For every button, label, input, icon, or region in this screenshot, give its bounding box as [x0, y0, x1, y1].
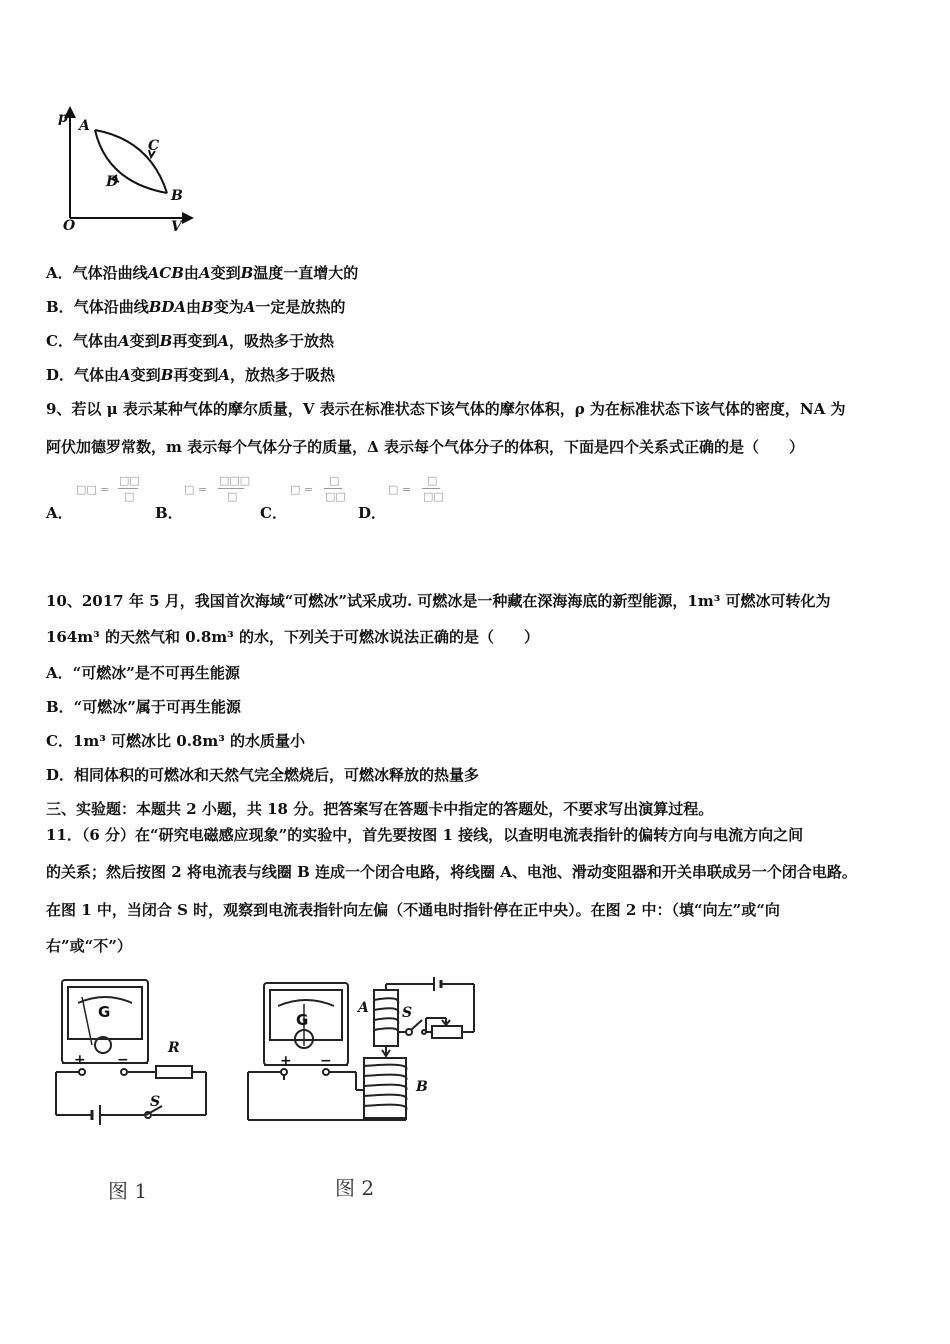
q9-text-line1: 9、若以 μ 表示某种气体的摩尔质量，V 表示在标准状态下该气体的摩尔体积，ρ 为在标准状态下该气体的密度，NA 为 — [46, 400, 846, 418]
q8-option-d[interactable]: D．气体由A变到B再变到A，放热多于吸热 — [46, 366, 336, 384]
q10-text-line2: 164m³ 的天然气和 0.8m³ 的水，下列关于可燃冰说法正确的是（ ） — [46, 628, 539, 646]
q10-text-line1: 10、2017 年 5 月，我国首次海域“可燃冰”试采成功. 可燃冰是一种藏在深海海底的新型能源，1m³ 可燃冰可转化为 — [46, 592, 831, 610]
q10-option-b[interactable]: B．“可燃冰”属于可再生能源 — [46, 698, 241, 716]
fig1-resistor-label: R — [168, 1040, 180, 1056]
fig1-switch-label: S — [150, 1094, 161, 1110]
section-3-heading: 三、实验题：本题共 2 小题，共 18 分。把答案写在答题卡中指定的答题处，不要求写出演算过程。 — [46, 800, 714, 818]
figure-1-caption: 图 1 — [108, 1179, 148, 1203]
figure-2-caption: 图 2 — [335, 1176, 375, 1200]
fig2-coil-b-label: B — [416, 1079, 428, 1095]
q9-option-b-label[interactable]: B． — [155, 504, 183, 522]
point-c-label: C — [148, 138, 160, 154]
point-a-label: A — [79, 118, 90, 134]
q8-option-a[interactable]: A．气体沿曲线ACB由A变到B温度一直增大的 — [46, 264, 359, 282]
axis-v-label: V — [171, 219, 182, 235]
point-d-label: D — [106, 174, 119, 190]
q9-option-c-label[interactable]: C． — [260, 504, 287, 522]
q11-text-line1: 11．（6 分）在“研究电磁感应现象”的实验中，首先要按图 1 接线，以查明电流表指针的偏转方向与电流方向之间 — [46, 826, 804, 844]
q10-option-a[interactable]: A．“可燃冰”是不可再生能源 — [46, 664, 240, 682]
point-b-label: B — [171, 188, 183, 204]
q8-option-b[interactable]: B．气体沿曲线BDA由B变为A一定是放热的 — [46, 298, 346, 316]
figure-1-circuit — [48, 975, 213, 1120]
fig2-switch-label: S — [402, 1005, 413, 1021]
q11-text-line2: 的关系；然后按图 2 将电流表与线圈 B 连成一个闭合电路，将线圈 A、电池、滑动变阻器和开关串联成另一个闭合电路。 — [46, 863, 857, 881]
fig2-coil-a-label: A — [358, 1000, 369, 1016]
axis-p-label: p — [58, 110, 68, 126]
q9-text-line2: 阿伏加德罗常数，m 表示每个气体分子的质量，Δ 表示每个气体分子的体积，下面是四个关系式正确的是（ ） — [46, 438, 804, 456]
q9-option-a-label[interactable]: A． — [46, 504, 73, 522]
fig1-plus-label: + — [74, 1052, 86, 1068]
q11-text-line3: 在图 1 中，当闭合 S 时，观察到电流表指针向左偏（不通电时指针停在正中央）。在图 2 中：（填“向左”或“向 — [46, 901, 780, 919]
q10-option-d[interactable]: D．相同体积的可燃冰和天然气完全燃烧后，可燃冰释放的热量多 — [46, 766, 480, 784]
q11-text-line4: 右”或“不”） — [46, 937, 132, 955]
fig1-minus-label: − — [117, 1052, 129, 1068]
origin-label: O — [63, 218, 76, 234]
q8-option-c[interactable]: C．气体由A变到B再变到A，吸热多于放热 — [46, 332, 334, 350]
q10-option-c[interactable]: C．1m³ 可燃冰比 0.8m³ 的水质量小 — [46, 732, 306, 750]
fig2-minus-label: − — [320, 1053, 332, 1069]
fig2-plus-label: + — [280, 1053, 292, 1069]
fig2-meter-label: G — [296, 1011, 309, 1029]
fig1-meter-label: G — [98, 1003, 111, 1021]
q9-option-d-label[interactable]: D． — [358, 504, 387, 522]
